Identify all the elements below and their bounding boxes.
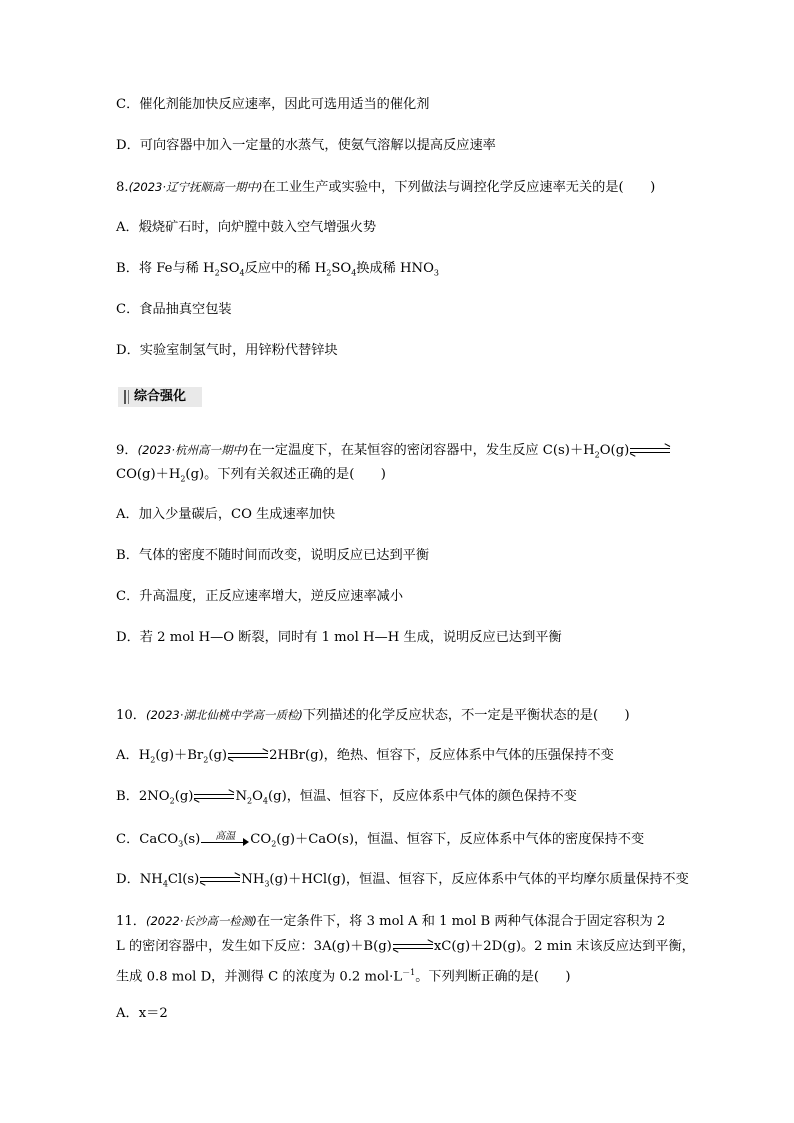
q9-option-d: D．若 2 mol H—O 断裂，同时有 1 mol H—H 生成，说明反应已达到平衡 — [116, 630, 562, 645]
q7-option-d: D．可向容器中加入一定量的水蒸气，使氨气溶解以提高反应速率 — [116, 138, 496, 153]
sub: 4 — [162, 879, 168, 889]
text: xC(g)＋2D(g)。2 min 末该反应达到平衡， — [433, 939, 695, 954]
q11-source: (2022·长沙高一检测) — [145, 914, 257, 928]
section-bar-thin — [128, 390, 129, 404]
q7-option-c: C．催化剂能加快反应速率，因此可选用适当的催化剂 — [116, 97, 430, 112]
sub: 2 — [169, 796, 175, 806]
equilibrium-arrow-icon — [228, 751, 268, 761]
q8-b-mid: 反应中的稀 H — [244, 261, 327, 276]
text: (g)，恒温、恒容下，反应体系中气体的颜色保持不变 — [268, 789, 577, 804]
q8-b-pre: B．将 Fe与稀 H — [116, 261, 215, 276]
q10-option-d — [116, 870, 689, 895]
sub: 4 — [239, 268, 245, 278]
q11-stem — [116, 911, 665, 932]
q8-option-a: A．煅烧矿石时，向炉膛中鼓入空气增强火势 — [116, 220, 377, 235]
q8-option-b: B．将 Fe与稀 $H_2SO_4$反应中的稀 $H_2SO_4$换成稀 $HNO_3$ — [116, 261, 439, 278]
q9-line2: CO(g)＋H — [116, 467, 181, 482]
text: 。下列判断正确的是( ) — [415, 969, 571, 985]
q11-stem-line2 — [116, 937, 695, 957]
q11-stem-text: 在一定条件下，将 3 mol A 和 1 mol B 两种气体混合于固定容积为 2 — [256, 914, 666, 929]
section-title: 综合强化 — [134, 389, 187, 404]
q9-stem-tail: O(g) — [599, 443, 630, 458]
sub: 2 — [271, 839, 277, 849]
text: 生成 0.8 mol D，并测得 C 的浓度为 0.2 mol·L — [116, 969, 403, 985]
q9-stem-text: 在一定温度下，在某恒容的密闭容器中，发生反应 C(s)＋H — [248, 443, 595, 458]
sup: －1 — [402, 968, 416, 977]
q9-stem — [116, 440, 671, 466]
q11-stem-line3 — [116, 963, 571, 987]
q8-option-c: C．食品抽真空包装 — [116, 302, 232, 317]
sub: 2 — [326, 268, 332, 278]
reaction-arrow-icon — [201, 830, 249, 847]
text: C．CaCO — [116, 832, 179, 847]
sub: 2 — [214, 268, 220, 278]
sub: 3 — [178, 839, 184, 849]
equilibrium-arrow-icon — [393, 942, 433, 952]
q10-stem-text: 下列描述的化学反应状态，不一定是平衡状态的是( ) — [302, 708, 630, 723]
text: (g)＋Br — [155, 748, 204, 763]
sub: 4 — [351, 268, 357, 278]
sub: 2 — [150, 755, 156, 765]
q10-stem — [116, 705, 630, 726]
sub: 2 — [203, 755, 209, 765]
text: L 的密闭容器中，发生如下反应：3A(g)＋B(g) — [116, 939, 392, 954]
q9-option-b: B．气体的密度不随时间而改变，说明反应已达到平衡 — [116, 548, 430, 563]
text: (g)＋CaO(s)，恒温、恒容下，反应体系中气体的密度保持不变 — [276, 832, 645, 847]
section-bar — [124, 390, 126, 404]
text: (g) — [174, 789, 194, 804]
q10-option-a — [116, 746, 614, 771]
text: Cl(s) — [167, 872, 200, 887]
text: (g) — [208, 748, 228, 763]
q8-source: (2023·辽宁抚顺高一期中) — [128, 180, 263, 194]
text: O — [252, 789, 263, 804]
text: A．H — [116, 748, 151, 763]
equilibrium-arrow-icon — [200, 875, 240, 885]
q8-option-d: D．实验室制氢气时，用锌粉代替锌块 — [116, 343, 338, 358]
equilibrium-arrow-icon — [630, 446, 670, 456]
sub: 3 — [264, 879, 270, 889]
sub: 2 — [247, 796, 253, 806]
q11-option-a: A．x＝2 — [116, 1006, 168, 1021]
q10-option-c — [116, 830, 644, 855]
text: D．NH — [116, 872, 163, 887]
text: N — [235, 789, 247, 804]
sub: 4 — [262, 796, 268, 806]
sub: 3 — [433, 268, 439, 278]
text: (g)＋HCl(g)，恒温、恒容下，反应体系中气体的平均摩尔质量保持不变 — [269, 872, 689, 887]
text: CO — [250, 832, 272, 847]
equilibrium-arrow-icon — [194, 792, 234, 802]
text: B．2NO — [116, 789, 170, 804]
sub: 2 — [594, 450, 600, 460]
text: NH — [241, 872, 265, 887]
q10-source: (2023·湖北仙桃中学高一质检) — [145, 708, 303, 722]
q8-number: 8. — [116, 180, 129, 195]
text: (s) — [183, 832, 201, 847]
q10-number: 10． — [116, 708, 146, 723]
q9-source: (2023·杭州高一期中) — [137, 443, 249, 457]
reaction-condition: 高温 — [215, 830, 236, 842]
q8-stem — [116, 177, 655, 198]
sub: 2 — [180, 474, 186, 484]
q10-option-b — [116, 787, 577, 812]
q9-option-c: C．升高温度，正反应速率增大，逆反应速率减小 — [116, 589, 404, 604]
q9-line2b: (g)。下列有关叙述正确的是( ) — [185, 467, 386, 482]
q9-option-a: A．加入少量碳后，CO 生成速率加快 — [116, 507, 336, 522]
q8-stem-text: 在工业生产或实验中，下列做法与调控化学反应速率无关的是( ) — [262, 180, 656, 195]
q9-number: 9． — [116, 443, 138, 458]
text: 2HBr(g)，绝热、恒容下，反应体系中气体的压强保持不变 — [269, 748, 614, 763]
q8-b-post: 换成稀 HNO — [356, 261, 434, 276]
q11-number: 11． — [116, 914, 146, 929]
section-header — [118, 387, 202, 407]
q9-stem-line2 — [116, 465, 386, 490]
